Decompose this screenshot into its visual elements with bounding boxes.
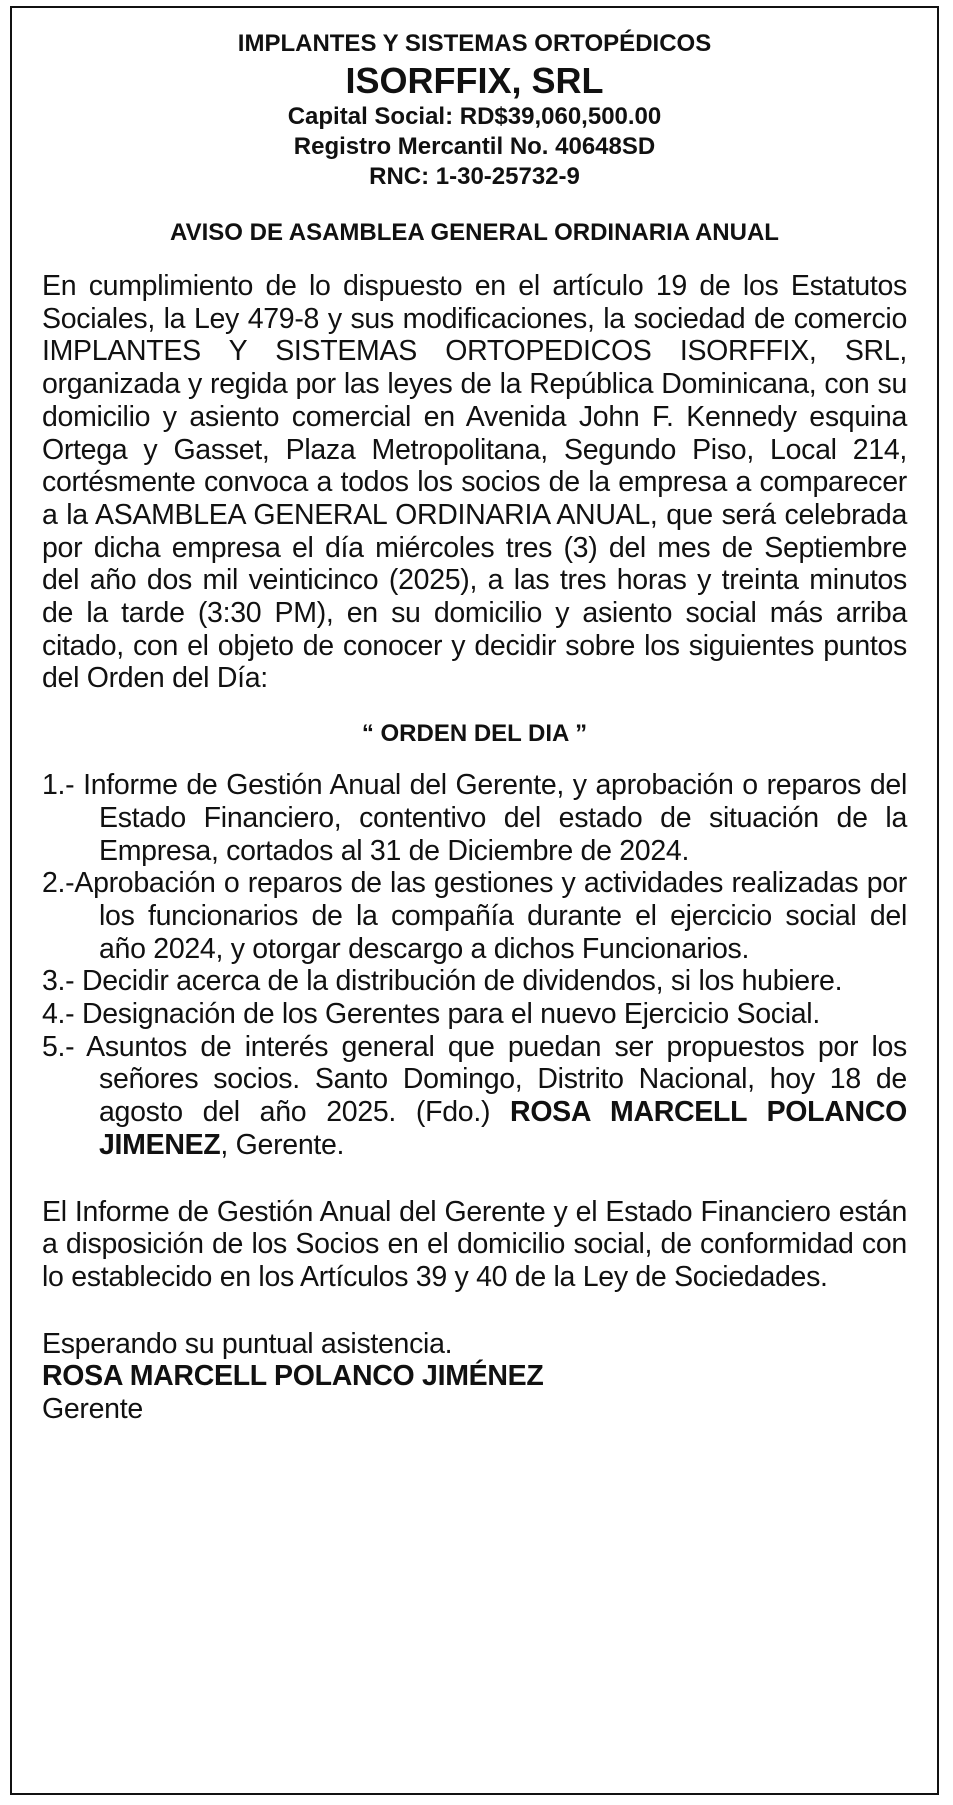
rnc-number: RNC: 1-30-25732-9 [369, 163, 580, 190]
agenda-item-5-text: 5.- Asuntos de interés general que puedan ser propuestos por los señores socios. Santo Domingo, Distrito Nacional, hoy 18 de agosto del año 2025. (Fdo.) [42, 1030, 907, 1129]
agenda-heading: “ ORDEN DEL DIA ” [361, 720, 588, 748]
company-type: IMPLANTES Y SISTEMAS ORTOPÉDICOS [237, 30, 712, 57]
agenda-item: 1.- Informe de Gestión Anual del Gerente, y aprobación o reparos del Estado Financiero, contentivo del estado de situación de la Empresa, cortados al 31 de Diciembre de 2024. [42, 769, 907, 867]
signer-title: Gerente [42, 1393, 143, 1426]
agenda-list [42, 769, 907, 1161]
availability-paragraph: El Informe de Gestión Anual del Gerente y el Estado Financiero están a disposición de los Socios en el domicilio social, de conformidad con lo establecido en los Artículos 39 y 40 de la Ley de Sociedades. [42, 1195, 907, 1293]
capital-social: Capital Social: RD$39,060,500.00 [287, 103, 662, 130]
notice-title: AVISO DE ASAMBLEA GENERAL ORDINARIA ANUAL [170, 219, 779, 246]
closing-block [42, 1328, 907, 1426]
registro-mercantil: Registro Mercantil No. 40648SD [293, 133, 656, 160]
closing-greeting: Esperando su puntual asistencia. [42, 1327, 453, 1360]
signer-name: ROSA MARCELL POLANCO JIMÉNEZ [42, 1360, 544, 1393]
intro-paragraph: En cumplimiento de lo dispuesto en el artículo 19 de los Estatutos Sociales, la Ley 479-8 y sus modificaciones, la sociedad de comercio IMPLANTES Y SISTEMAS ORTOPEDICOS ISORFFIX, SRL, organizada y regida por las leyes de la República Dominicana, con su domicilio y asiento comercial en Avenida John F. Kennedy esquina Ortega y Gasset, Plaza Metropolitana, Segundo Piso, Local 214, cortésmente convoca a todos los socios de la empresa a comparecer a la ASAMBLEA GENERAL ORDINARIA ANUAL, que será celebrada por dicha empresa el día miércoles tres (3) del mes de Septiembre del año dos mil veinticinco (2025), a las tres horas y treinta minutos de la tarde (3:30 PM), en su domicilio y asiento social más arriba citado, con el objeto de conocer y decidir sobre los siguientes puntos del Orden del Día: [42, 270, 907, 695]
agenda-item-5 [42, 1031, 907, 1162]
agenda-item: 4.- Designación de los Gerentes para el nuevo Ejercicio Social. [42, 998, 820, 1031]
notice-header [42, 28, 907, 248]
signer-name-inline: ROSA MARCELL POLANCO JIMENEZ [99, 1096, 907, 1161]
agenda-item: 2.-Aprobación o reparos de las gestiones y actividades realizadas por los funcionarios de la compañía durante el ejercicio social del año 2024, y otorgar descargo a dichos Funcionarios. [42, 867, 907, 965]
signer-role-inline: , Gerente. [220, 1128, 345, 1161]
company-name: ISORFFIX, SRL [345, 60, 604, 101]
legal-notice [10, 6, 939, 1795]
agenda-item: 3.- Decidir acerca de la distribución de dividendos, si los hubiere. [42, 965, 843, 998]
